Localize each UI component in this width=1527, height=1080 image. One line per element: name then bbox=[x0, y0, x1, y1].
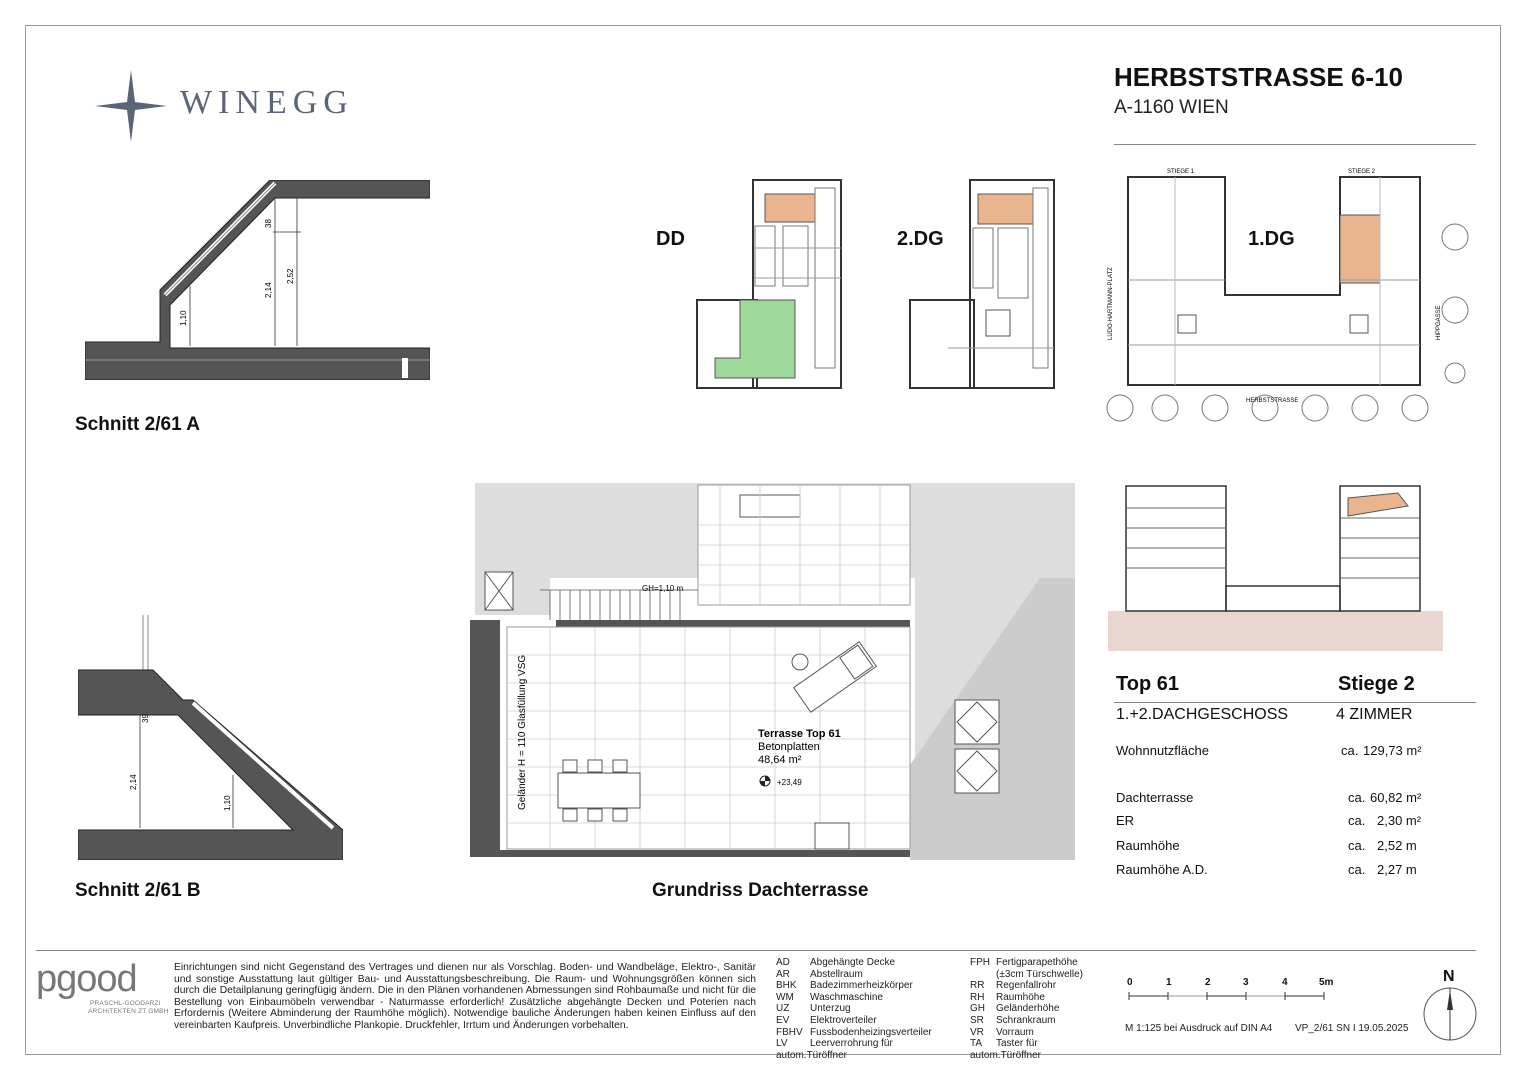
section-a-dim-1: 38 bbox=[264, 219, 273, 228]
terrace-name: Terrasse Top 61 bbox=[758, 728, 841, 740]
plan-street-left: LUDO-HARTMANN-PLATZ bbox=[1108, 267, 1114, 340]
terrace-plan-drawing bbox=[470, 465, 1075, 860]
unit-divider bbox=[1114, 702, 1476, 703]
header-divider bbox=[1114, 144, 1476, 145]
unit-row-label: ER bbox=[1116, 813, 1135, 828]
unit-row-prefix: ca. bbox=[1341, 743, 1359, 758]
legend-code: LV bbox=[776, 1038, 788, 1050]
legend-code: UZ bbox=[776, 1003, 790, 1015]
legend-text: Abgehängte Decke bbox=[810, 957, 896, 968]
building-section-drawing bbox=[1108, 478, 1443, 653]
legend-code: SR bbox=[970, 1014, 984, 1026]
legend-text: Vorraum bbox=[996, 1026, 1034, 1038]
section-a-dim-4: 1,10 bbox=[179, 310, 188, 326]
section-b-dim-3: 1,10 bbox=[223, 795, 232, 811]
legend-code: VR bbox=[970, 1026, 984, 1038]
section-b-dim-1: 39 bbox=[141, 714, 150, 723]
unit-row-prefix: ca. bbox=[1348, 790, 1366, 805]
section-a-dim-3: 2,52 bbox=[286, 268, 295, 284]
plan-dd-drawing bbox=[695, 178, 845, 393]
unit-row-prefix: ca. bbox=[1348, 862, 1366, 877]
terrace-material: Betonplatten bbox=[758, 741, 820, 753]
legend-code: AD bbox=[776, 957, 790, 968]
legend-text: Taster für autom.Türöffner bbox=[970, 1038, 1041, 1061]
plan-stiege-1: STIEGE 1 bbox=[1167, 169, 1195, 175]
legend-text: Leerverrohrung für autom.Türöffner bbox=[776, 1038, 893, 1061]
legend-code: FPH bbox=[970, 957, 990, 968]
legend-code: EV bbox=[776, 1014, 790, 1026]
legend-text: Waschmaschine bbox=[810, 991, 883, 1003]
brand-logo-text: WINEGG bbox=[180, 84, 354, 121]
plan-dd-label: DD bbox=[656, 228, 685, 250]
legend-code: GH bbox=[970, 1003, 985, 1015]
legend-text: Schrankraum bbox=[996, 1014, 1056, 1026]
plan-street-right: HIPPGASSE bbox=[1436, 305, 1442, 340]
legend-code: WM bbox=[776, 991, 794, 1003]
section-b-drawing bbox=[78, 615, 343, 860]
architect-sub-1: PRASCHL-GOODARZI bbox=[90, 1000, 161, 1007]
legend-text: Badezimmerheizkörper bbox=[810, 980, 913, 992]
architect-sub-2: ARCHITEKTEN ZT GMBH bbox=[88, 1008, 169, 1015]
unit-row-label: Raumhöhe A.D. bbox=[1116, 862, 1208, 877]
scale-tick-label: 4 bbox=[1282, 977, 1288, 988]
scale-tick-label: 2 bbox=[1205, 977, 1211, 988]
plan-reference: VP_2/61 SN I 19.05.2025 bbox=[1295, 1023, 1409, 1034]
section-a-dim-2: 2,14 bbox=[264, 282, 273, 298]
unit-row-value: 2,52 m bbox=[1377, 838, 1417, 853]
disclaimer-text: Einrichtungen sind nicht Gegenstand des Vertrages und dienen nur als Vorschlag. Boden- und Wandbeläge, Elektro-, Sanitär und sonstige Ausstattung laut gültiger Bau- und Ausstattungsbeschreibung. Die Raum- und Wohnungsgrößen können sich durch die Detailplanung geringfügig ändern. Die in den Plänen vorhandenen Abmessungen sind Rohbaumaße und nicht für die Bestellung von Einbaumöbeln verwendbar - Naturmasse erforderlich! Zusätzliche abgehängte Decken und Poterien nach Erfordernis (Weitere Abminderung der Raumhöhe möglich). Notwendige bauliche Änderungen haben keinen Einfluss auf den vereinbarten Kaufpreis. Unverbindliche Plankopie. Druckfehler, Irrtum und Änderungen vorbehalten. bbox=[174, 962, 756, 1031]
legend-code: BHK bbox=[776, 980, 797, 992]
unit-rooms: 4 ZIMMER bbox=[1336, 706, 1413, 723]
north-label: N bbox=[1443, 968, 1455, 985]
legend-code: FBHV bbox=[776, 1026, 803, 1038]
section-b-dim-2: 2,14 bbox=[129, 774, 138, 790]
scale-tick-label: 5m bbox=[1319, 977, 1334, 988]
legend-code: RH bbox=[970, 991, 985, 1003]
legend-text: Abstellraum bbox=[810, 968, 863, 980]
unit-row-label: Dachterrasse bbox=[1116, 790, 1194, 805]
unit-row-label: Raumhöhe bbox=[1116, 838, 1180, 853]
terrace-gh: GH=1,10 m bbox=[642, 584, 684, 593]
plan-1dg-label: 1.DG bbox=[1248, 228, 1295, 250]
legend-list-2 bbox=[970, 957, 1110, 1061]
terrace-plan-label: Grundriss Dachterrasse bbox=[652, 880, 869, 901]
section-a-label: Schnitt 2/61 A bbox=[75, 414, 200, 435]
north-arrow-icon bbox=[1422, 986, 1478, 1042]
scale-tick-label: 1 bbox=[1166, 977, 1172, 988]
unit-row-label: Wohnnutzfläche bbox=[1116, 743, 1209, 758]
page-title: HERBSTSTRASSE 6-10 bbox=[1114, 62, 1403, 92]
unit-row-value: 129,73 m² bbox=[1363, 743, 1422, 758]
legend-code: TA bbox=[970, 1038, 983, 1050]
unit-row-value: 60,82 m² bbox=[1370, 790, 1422, 805]
architect-logo: pgood bbox=[36, 958, 137, 1000]
legend-text: Unterzug bbox=[810, 1003, 851, 1015]
unit-row-prefix: ca. bbox=[1348, 813, 1366, 828]
section-b-label: Schnitt 2/61 B bbox=[75, 880, 201, 901]
unit-row-value: 2,27 m bbox=[1377, 862, 1417, 877]
legend-text: (±3cm Türschwelle) bbox=[996, 968, 1083, 980]
plan-stiege-2: STIEGE 2 bbox=[1348, 169, 1376, 175]
plan-street-bottom: HERBSTSTRASSE bbox=[1246, 398, 1299, 404]
plan-1dg-drawing bbox=[1100, 165, 1475, 430]
legend-code: AR bbox=[776, 968, 790, 980]
footer-divider bbox=[36, 950, 1476, 951]
unit-row-value: 2,30 m² bbox=[1377, 813, 1422, 828]
unit-floors: 1.+2.DACHGESCHOSS bbox=[1116, 706, 1289, 723]
section-a-drawing bbox=[85, 180, 430, 380]
unit-stiege: Stiege 2 bbox=[1338, 673, 1415, 695]
winegg-star-icon bbox=[95, 70, 167, 142]
scale-tick-label: 0 bbox=[1127, 977, 1133, 988]
terrace-level: +23,49 bbox=[777, 778, 802, 787]
scale-bar bbox=[1128, 990, 1334, 1002]
legend-text: Regenfallrohr bbox=[996, 980, 1057, 992]
legend-text: Geländerhöhe bbox=[996, 1003, 1060, 1015]
unit-top: Top 61 bbox=[1116, 673, 1179, 695]
plan-2dg-label: 2.DG bbox=[897, 228, 944, 250]
legend-text: Fertigparapethöhe bbox=[996, 957, 1078, 968]
legend-text: Fussbodenheizingsverteiler bbox=[810, 1026, 932, 1038]
legend-code: RR bbox=[970, 980, 985, 992]
terrace-area: 48,64 m² bbox=[758, 754, 802, 766]
terrace-railing: Geländer H = 110 Glasfüllung VSG bbox=[517, 654, 528, 810]
plan-2dg-drawing bbox=[908, 178, 1058, 393]
legend-text: Elektroverteiler bbox=[810, 1014, 877, 1026]
legend-list-1 bbox=[776, 957, 956, 1061]
unit-row-prefix: ca. bbox=[1348, 838, 1366, 853]
scale-tick-label: 3 bbox=[1243, 977, 1249, 988]
legend-text: Raumhöhe bbox=[996, 991, 1045, 1003]
scale-note: M 1:125 bei Ausdruck auf DIN A4 bbox=[1125, 1023, 1273, 1034]
page-subtitle: A-1160 WIEN bbox=[1114, 97, 1229, 118]
